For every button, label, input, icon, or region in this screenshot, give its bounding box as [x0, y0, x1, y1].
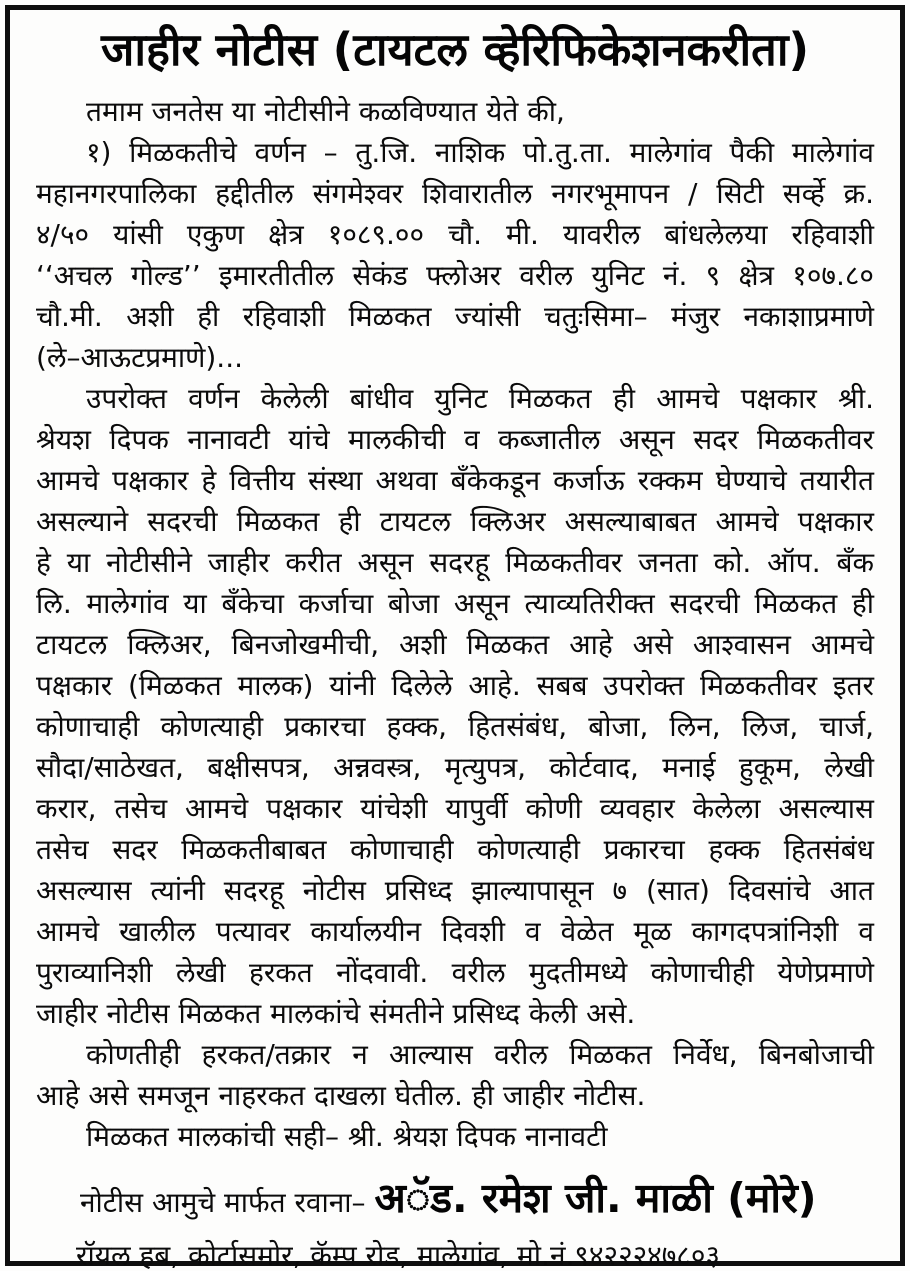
declaration-line: तसेच सदर मिळकतीबाबत कोणाचाही कोणत्याही प्रकारचा हक्क हितसंबंध: [36, 832, 874, 866]
advocate-name: अॅड. रमेश जी. माळी (मोरे): [374, 1173, 817, 1222]
declaration-line: करार, तसेच आमचे पक्षकार यांचेशी यापुर्वी कोणी व्यवहार केलेला असल्यास: [36, 791, 874, 825]
declaration-line: पुराव्यानिशी लेखी हरकत नोंदवावी. वरील मुदतीमध्ये कोणाचीही येणेप्रमाणे: [36, 955, 874, 989]
advocate-address-line: रॉयल हब, कोर्टासमोर, कॅम्प रोड, मालेगांव, मो.नं.९४२२२४७८०३: [76, 1238, 720, 1271]
no-objection-line: आहे असे समजून नाहरकत दाखला घेतील. ही जाहीर नोटीस.: [36, 1078, 646, 1112]
dispatch-prefix: नोटीस आमुचे मार्फत रवाना–: [80, 1185, 375, 1219]
property-description-line: चौ.मी. अशी ही रहिवाशी मिळकत ज्यांसी चतुःसिमा– मंजुर नकाशाप्रमाणे: [36, 299, 874, 333]
notice-border-frame: [5, 5, 905, 1271]
notice-title: जाहीर नोटीस (टायटल व्हेरिफिकेशनकरीता): [100, 23, 810, 76]
declaration-line: हे या नोटीसीने जाहीर करीत असून सदरहू मिळकतीवर जनता को. ऑप. बँक: [36, 545, 874, 579]
notice-intro: तमाम जनतेस या नोटीसीने कळविण्यात येते की,: [86, 94, 565, 128]
declaration-line: जाहीर नोटीस मिळकत मालकांचे संमतीने प्रसिध्द केली असे.: [36, 996, 636, 1030]
dispatch-line: [36, 1169, 874, 1236]
property-description-line: महानगरपालिका हद्दीतील संगमेश्वर शिवारातील नगरभूमापन / सिटी सर्व्हे क्र.: [36, 176, 874, 210]
property-description-line: ४/५० यांसी एकुण क्षेत्र १०८९.०० चौ. मी. यावरील बांधलेलया रहिवाशी: [36, 217, 874, 251]
property-description-line: ‘‘अचल गोल्ड’’ इमारतीतील सेकंड फ्लोअर वरील युनिट नं. ९ क्षेत्र १०७.८०: [36, 258, 874, 292]
declaration-line: आमचे खालील पत्यावर कार्यालयीन दिवशी व वेळेत मूळ कागदपत्रांनिशी व: [36, 914, 874, 948]
declaration-line: लि. मालेगांव या बँकेचा कर्जाचा बोजा असून त्याव्यतिरीक्त सदरची मिळकत ही: [36, 586, 874, 620]
no-objection-line: कोणतीही हरकत/तक्रार न आल्यास वरील मिळकत निर्वेध, बिनबोजाची: [86, 1037, 874, 1071]
property-description-line: (ले–आऊटप्रमाणे)...: [36, 340, 244, 374]
property-description-line: १) मिळकतीचे वर्णन – तु.जि. नाशिक पो.तु.ता. मालेगांव पैकी मालेगांव: [86, 135, 874, 169]
declaration-line: असल्यास त्यांनी सदरहू नोटीस प्रसिध्द झाल्यापासून ७ (सात) दिवसांचे आत: [36, 873, 874, 907]
declaration-line: पक्षकार (मिळकत मालक) यांनी दिलेले आहे. सबब उपरोक्त मिळकतीवर इतर: [36, 668, 874, 702]
declaration-line: उपरोक्त वर्णन केलेली बांधीव युनिट मिळकत ही आमचे पक्षकार श्री.: [86, 381, 874, 415]
declaration-line: श्रेयश दिपक नानावटी यांचे मालकीची व कब्जातील असून सदर मिळकतीवर: [36, 422, 874, 456]
declaration-line: असल्याने सदरची मिळकत ही टायटल क्लिअर असल्याबाबत आमचे पक्षकार: [36, 504, 874, 538]
owner-signature-line: मिळकत मालकांची सही– श्री. श्रेयश दिपक नानावटी: [86, 1119, 608, 1153]
declaration-line: आमचे पक्षकार हे वित्तीय संस्था अथवा बँकेकडून कर्जाऊ रक्कम घेण्याचे तयारीत: [36, 463, 874, 497]
declaration-line: सौदा/साठेखत, बक्षीसपत्र, अन्नवस्त्र, मृत्युपत्र, कोर्टवाद, मनाई हुकूम, लेखी: [36, 750, 874, 784]
declaration-line: कोणाचाही कोणत्याही प्रकारचा हक्क, हितसंबंध, बोजा, लिन, लिज, चार्ज,: [36, 709, 874, 743]
declaration-line: टायटल क्लिअर, बिनजोखमीची, अशी मिळकत आहे असे आश्वासन आमचे: [36, 627, 874, 661]
